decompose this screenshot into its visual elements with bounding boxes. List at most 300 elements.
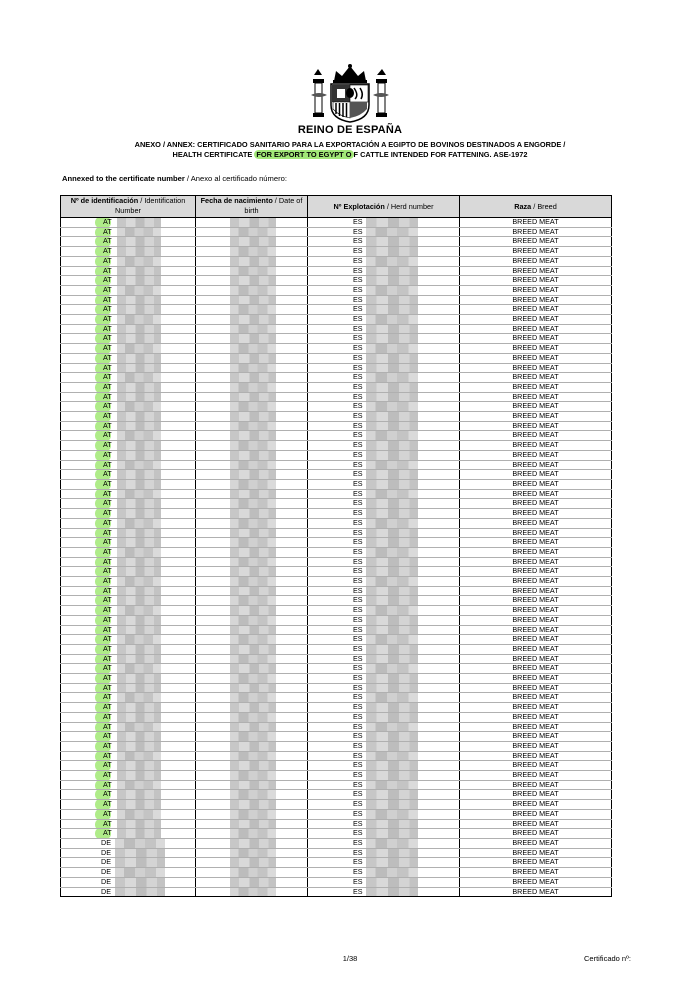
table-row	[61, 606, 612, 616]
redacted-id-block	[117, 422, 161, 431]
redacted-herd-block	[366, 451, 418, 460]
id-country-prefix: AT	[103, 789, 112, 799]
herd-country-prefix: ES	[353, 663, 363, 673]
id-country-prefix: AT	[103, 479, 112, 488]
redacted-herd-block	[366, 344, 418, 353]
herd-country-prefix: ES	[353, 838, 363, 847]
id-country-prefix: AT	[103, 683, 112, 692]
redacted-herd-block	[366, 480, 418, 489]
table-row	[61, 285, 612, 295]
cell-identification-number	[61, 712, 196, 722]
table-row	[61, 382, 612, 392]
redacted-herd-block	[366, 645, 418, 654]
redacted-id-block	[117, 713, 161, 722]
cell-breed: BREED MEAT	[460, 344, 612, 354]
herd-country-prefix: ES	[353, 343, 363, 353]
redacted-herd-block	[366, 742, 418, 751]
cell-breed: BREED MEAT	[460, 683, 612, 693]
herd-country-prefix: ES	[353, 353, 363, 362]
cell-breed: BREED MEAT	[460, 392, 612, 402]
table-row	[61, 421, 612, 431]
cell-breed: BREED MEAT	[460, 353, 612, 363]
redacted-date-block	[230, 422, 276, 431]
cell-identification-number	[61, 741, 196, 751]
table-row	[61, 218, 612, 228]
redacted-id-block	[117, 354, 161, 363]
cell-identification-number	[61, 848, 196, 858]
cell-breed: BREED MEAT	[460, 674, 612, 684]
redacted-herd-block	[366, 868, 418, 877]
id-country-prefix: AT	[103, 557, 112, 566]
redacted-herd-block	[366, 548, 418, 557]
redacted-herd-block	[366, 655, 418, 664]
table-row	[61, 751, 612, 761]
redacted-herd-block	[366, 218, 418, 227]
herd-country-prefix: ES	[353, 450, 363, 459]
cell-herd-number	[308, 625, 460, 635]
redacted-herd-block	[366, 402, 418, 411]
table-row	[61, 276, 612, 286]
redacted-id-block	[115, 858, 165, 867]
cell-herd-number	[308, 761, 460, 771]
cell-herd-number	[308, 382, 460, 392]
redacted-herd-block	[366, 616, 418, 625]
redacted-date-block	[230, 286, 276, 295]
redacted-herd-block	[366, 247, 418, 256]
redacted-date-block	[230, 567, 276, 576]
cell-date-of-birth	[196, 276, 308, 286]
cell-herd-number	[308, 247, 460, 257]
cell-breed: BREED MEAT	[460, 334, 612, 344]
redacted-herd-block	[366, 470, 418, 479]
cell-date-of-birth	[196, 800, 308, 810]
cell-breed: BREED MEAT	[460, 635, 612, 645]
table-row	[61, 557, 612, 567]
id-country-prefix: AT	[103, 256, 112, 265]
redacted-herd-block	[366, 849, 418, 858]
herd-country-prefix: ES	[353, 780, 363, 789]
herd-country-prefix: ES	[353, 537, 363, 547]
cell-identification-number	[61, 295, 196, 305]
redacted-herd-block	[366, 257, 418, 266]
table-row	[61, 237, 612, 247]
cell-date-of-birth	[196, 518, 308, 528]
table-row	[61, 567, 612, 577]
id-country-prefix: AT	[103, 741, 112, 750]
id-country-prefix: AT	[103, 508, 112, 518]
redacted-id-block	[117, 790, 161, 799]
cell-date-of-birth	[196, 722, 308, 732]
table-row	[61, 644, 612, 654]
cell-identification-number	[61, 266, 196, 276]
id-country-prefix: AT	[103, 528, 112, 537]
herd-country-prefix: ES	[353, 673, 363, 683]
cell-date-of-birth	[196, 344, 308, 354]
cell-date-of-birth	[196, 887, 308, 897]
id-country-prefix: AT	[103, 663, 112, 673]
herd-country-prefix: ES	[353, 692, 363, 702]
cell-date-of-birth	[196, 363, 308, 373]
herd-country-prefix: ES	[353, 848, 363, 857]
table-row	[61, 315, 612, 325]
redacted-date-block	[230, 829, 276, 838]
redacted-id-block	[117, 344, 161, 353]
redacted-id-block	[117, 315, 161, 324]
cell-date-of-birth	[196, 664, 308, 674]
table-row	[61, 373, 612, 383]
redacted-id-block	[117, 655, 161, 664]
id-country-prefix: AT	[103, 266, 112, 275]
cell-date-of-birth	[196, 577, 308, 587]
cell-herd-number	[308, 450, 460, 460]
cell-identification-number	[61, 771, 196, 781]
cell-date-of-birth	[196, 751, 308, 761]
herd-country-prefix: ES	[353, 770, 363, 780]
cell-herd-number	[308, 276, 460, 286]
cell-herd-number	[308, 489, 460, 499]
herd-country-prefix: ES	[353, 741, 363, 750]
cell-herd-number	[308, 431, 460, 441]
id-country-prefix: AT	[103, 217, 112, 226]
redacted-herd-block	[366, 732, 418, 741]
table-row	[61, 877, 612, 887]
id-country-prefix: DE	[101, 848, 111, 857]
redacted-date-block	[230, 888, 276, 897]
redacted-date-block	[230, 247, 276, 256]
cell-breed: BREED MEAT	[460, 518, 612, 528]
herd-country-prefix: ES	[353, 547, 363, 556]
redacted-date-block	[230, 325, 276, 334]
cell-date-of-birth	[196, 858, 308, 868]
herd-country-prefix: ES	[353, 479, 363, 488]
cell-herd-number	[308, 285, 460, 295]
table-row	[61, 635, 612, 645]
redacted-id-block	[117, 237, 161, 246]
herd-country-prefix: ES	[353, 644, 363, 653]
redacted-date-block	[230, 684, 276, 693]
cell-date-of-birth	[196, 703, 308, 713]
cell-identification-number	[61, 547, 196, 557]
herd-country-prefix: ES	[353, 654, 363, 663]
coat-of-arms-icon	[311, 63, 389, 123]
redacted-herd-block	[366, 509, 418, 518]
id-country-prefix: AT	[103, 304, 112, 314]
cell-breed: BREED MEAT	[460, 315, 612, 325]
redacted-date-block	[230, 771, 276, 780]
cell-identification-number	[61, 412, 196, 422]
cell-breed: BREED MEAT	[460, 800, 612, 810]
id-country-prefix: AT	[103, 460, 112, 469]
cell-date-of-birth	[196, 625, 308, 635]
cell-date-of-birth	[196, 839, 308, 849]
cell-breed: BREED MEAT	[460, 829, 612, 839]
cell-identification-number	[61, 654, 196, 664]
herd-country-prefix: ES	[353, 518, 363, 527]
table-row	[61, 829, 612, 839]
table-row	[61, 334, 612, 344]
cell-herd-number	[308, 858, 460, 868]
cell-identification-number	[61, 237, 196, 247]
cell-identification-number	[61, 722, 196, 732]
table-row	[61, 819, 612, 829]
redacted-date-block	[230, 334, 276, 343]
redacted-date-block	[230, 616, 276, 625]
cell-date-of-birth	[196, 285, 308, 295]
cell-date-of-birth	[196, 450, 308, 460]
id-country-prefix: AT	[103, 615, 112, 624]
redacted-herd-block	[366, 354, 418, 363]
cell-date-of-birth	[196, 295, 308, 305]
cell-date-of-birth	[196, 334, 308, 344]
cell-breed: BREED MEAT	[460, 402, 612, 412]
redacted-herd-block	[366, 490, 418, 499]
table-row	[61, 489, 612, 499]
cell-herd-number	[308, 373, 460, 383]
id-country-prefix: AT	[103, 828, 112, 838]
redacted-id-block	[117, 441, 161, 450]
cell-identification-number	[61, 635, 196, 645]
id-country-prefix: AT	[103, 760, 112, 770]
cell-herd-number	[308, 567, 460, 577]
redacted-date-block	[230, 373, 276, 382]
redacted-id-block	[117, 490, 161, 499]
cell-breed: BREED MEAT	[460, 586, 612, 596]
cell-breed: BREED MEAT	[460, 868, 612, 878]
herd-country-prefix: ES	[353, 702, 363, 712]
cell-breed: BREED MEAT	[460, 499, 612, 509]
redacted-id-block	[115, 878, 165, 887]
redacted-herd-block	[366, 771, 418, 780]
cell-herd-number	[308, 256, 460, 266]
cell-identification-number	[61, 644, 196, 654]
redacted-date-block	[230, 839, 276, 848]
redacted-date-block	[230, 655, 276, 664]
redacted-date-block	[230, 596, 276, 605]
cell-breed: BREED MEAT	[460, 751, 612, 761]
herd-country-prefix: ES	[353, 411, 363, 421]
herd-country-prefix: ES	[353, 712, 363, 721]
redacted-id-block	[117, 412, 161, 421]
redacted-herd-block	[366, 558, 418, 567]
redacted-herd-block	[366, 373, 418, 382]
cell-identification-number	[61, 868, 196, 878]
herd-country-prefix: ES	[353, 722, 363, 731]
cell-identification-number	[61, 499, 196, 509]
cell-identification-number	[61, 247, 196, 257]
id-country-prefix: AT	[103, 285, 112, 294]
table-row	[61, 460, 612, 470]
id-country-prefix: DE	[101, 838, 111, 847]
id-country-prefix: AT	[103, 722, 112, 731]
redacted-date-block	[230, 664, 276, 673]
cell-herd-number	[308, 518, 460, 528]
herd-country-prefix: ES	[353, 877, 363, 886]
table-row	[61, 683, 612, 693]
table-row	[61, 431, 612, 441]
redacted-id-block	[117, 431, 161, 440]
cell-date-of-birth	[196, 237, 308, 247]
redacted-date-block	[230, 693, 276, 702]
cell-herd-number	[308, 732, 460, 742]
table-row	[61, 741, 612, 751]
redacted-id-block	[117, 228, 161, 237]
cell-date-of-birth	[196, 256, 308, 266]
herd-country-prefix: ES	[353, 275, 363, 285]
herd-country-prefix: ES	[353, 760, 363, 770]
redacted-id-block	[117, 461, 161, 470]
redacted-herd-block	[366, 383, 418, 392]
redacted-id-block	[117, 616, 161, 625]
redacted-date-block	[230, 606, 276, 615]
herd-country-prefix: ES	[353, 625, 363, 634]
table-row	[61, 518, 612, 528]
cell-identification-number	[61, 421, 196, 431]
table-row	[61, 470, 612, 480]
herd-country-prefix: ES	[353, 799, 363, 809]
redacted-id-block	[115, 849, 165, 858]
cell-date-of-birth	[196, 247, 308, 257]
table-row	[61, 547, 612, 557]
id-country-prefix: AT	[103, 489, 112, 498]
redacted-id-block	[117, 509, 161, 518]
cell-herd-number	[308, 509, 460, 519]
cell-identification-number	[61, 382, 196, 392]
table-row	[61, 887, 612, 897]
cell-breed: BREED MEAT	[460, 489, 612, 499]
table-row	[61, 712, 612, 722]
redacted-herd-block	[366, 422, 418, 431]
cell-breed: BREED MEAT	[460, 732, 612, 742]
id-country-prefix: AT	[103, 353, 112, 362]
herd-country-prefix: ES	[353, 363, 363, 372]
cell-date-of-birth	[196, 761, 308, 771]
cell-herd-number	[308, 674, 460, 684]
redacted-date-block	[230, 470, 276, 479]
table-row	[61, 577, 612, 587]
cell-date-of-birth	[196, 315, 308, 325]
redacted-herd-block	[366, 587, 418, 596]
header-date-of-birth: Fecha de nacimiento / Date of birth	[196, 196, 308, 218]
id-country-prefix: AT	[103, 634, 112, 644]
cell-breed: BREED MEAT	[460, 470, 612, 480]
cell-date-of-birth	[196, 712, 308, 722]
cell-date-of-birth	[196, 402, 308, 412]
cell-date-of-birth	[196, 693, 308, 703]
redacted-date-block	[230, 383, 276, 392]
cell-identification-number	[61, 431, 196, 441]
cell-date-of-birth	[196, 819, 308, 829]
id-country-prefix: AT	[103, 673, 112, 683]
cell-breed: BREED MEAT	[460, 654, 612, 664]
redacted-date-block	[230, 431, 276, 440]
redacted-date-block	[230, 626, 276, 635]
herd-country-prefix: ES	[353, 857, 363, 867]
id-country-prefix: DE	[101, 877, 111, 886]
redacted-id-block	[117, 470, 161, 479]
cell-date-of-birth	[196, 547, 308, 557]
redacted-herd-block	[366, 606, 418, 615]
cell-date-of-birth	[196, 538, 308, 548]
id-country-prefix: AT	[103, 692, 112, 702]
cell-herd-number	[308, 751, 460, 761]
redacted-herd-block	[366, 888, 418, 897]
cell-breed: BREED MEAT	[460, 547, 612, 557]
cell-date-of-birth	[196, 868, 308, 878]
cell-herd-number	[308, 479, 460, 489]
redacted-date-block	[230, 587, 276, 596]
redacted-id-block	[117, 800, 161, 809]
redacted-date-block	[230, 276, 276, 285]
redacted-herd-block	[366, 596, 418, 605]
cell-breed: BREED MEAT	[460, 256, 612, 266]
id-country-prefix: AT	[103, 654, 112, 663]
cell-identification-number	[61, 800, 196, 810]
id-country-prefix: AT	[103, 392, 112, 401]
cell-date-of-birth	[196, 431, 308, 441]
cell-breed: BREED MEAT	[460, 373, 612, 383]
redacted-id-block	[117, 810, 161, 819]
redacted-id-block	[117, 684, 161, 693]
cell-herd-number	[308, 868, 460, 878]
herd-country-prefix: ES	[353, 887, 363, 896]
table-row	[61, 402, 612, 412]
annex-title-line-1: ANEXO / ANNEX: CERTIFICADO SANITARIO PARA LA EXPORTACIÓN A EGIPTO DE BOVINOS DESTINADOS A ENGORDE /	[134, 140, 566, 149]
header-herd-number: Nº Explotación / Herd number	[308, 196, 460, 218]
annex-title-line-2	[0, 150, 700, 160]
id-country-prefix: AT	[103, 702, 112, 712]
cell-breed: BREED MEAT	[460, 324, 612, 334]
cell-identification-number	[61, 567, 196, 577]
cell-date-of-birth	[196, 392, 308, 402]
redacted-herd-block	[366, 810, 418, 819]
cell-date-of-birth	[196, 732, 308, 742]
cell-identification-number	[61, 528, 196, 538]
herd-country-prefix: ES	[353, 557, 363, 566]
herd-country-prefix: ES	[353, 683, 363, 692]
cell-breed: BREED MEAT	[460, 460, 612, 470]
redacted-id-block	[117, 742, 161, 751]
id-country-prefix: AT	[103, 469, 112, 479]
annex-title-line-2-end: F CATTLE INTENDED FOR FATTENING. ASE-1972	[353, 150, 528, 159]
cell-breed: BREED MEAT	[460, 761, 612, 771]
cell-herd-number	[308, 353, 460, 363]
cell-identification-number	[61, 450, 196, 460]
table-row	[61, 800, 612, 810]
cell-herd-number	[308, 237, 460, 247]
redacted-id-block	[117, 296, 161, 305]
id-country-prefix: AT	[103, 576, 112, 586]
redacted-id-block	[117, 393, 161, 402]
redacted-id-block	[115, 839, 165, 848]
cell-breed: BREED MEAT	[460, 247, 612, 257]
cell-date-of-birth	[196, 460, 308, 470]
cell-date-of-birth	[196, 470, 308, 480]
id-country-prefix: AT	[103, 799, 112, 809]
redacted-date-block	[230, 305, 276, 314]
herd-country-prefix: ES	[353, 421, 363, 430]
redacted-date-block	[230, 412, 276, 421]
cell-herd-number	[308, 635, 460, 645]
header-breed: Raza / Breed	[460, 196, 612, 218]
cell-identification-number	[61, 363, 196, 373]
cell-breed: BREED MEAT	[460, 664, 612, 674]
table-row	[61, 353, 612, 363]
table-row	[61, 771, 612, 781]
cell-identification-number	[61, 315, 196, 325]
herd-country-prefix: ES	[353, 595, 363, 605]
cell-breed: BREED MEAT	[460, 722, 612, 732]
cell-herd-number	[308, 344, 460, 354]
